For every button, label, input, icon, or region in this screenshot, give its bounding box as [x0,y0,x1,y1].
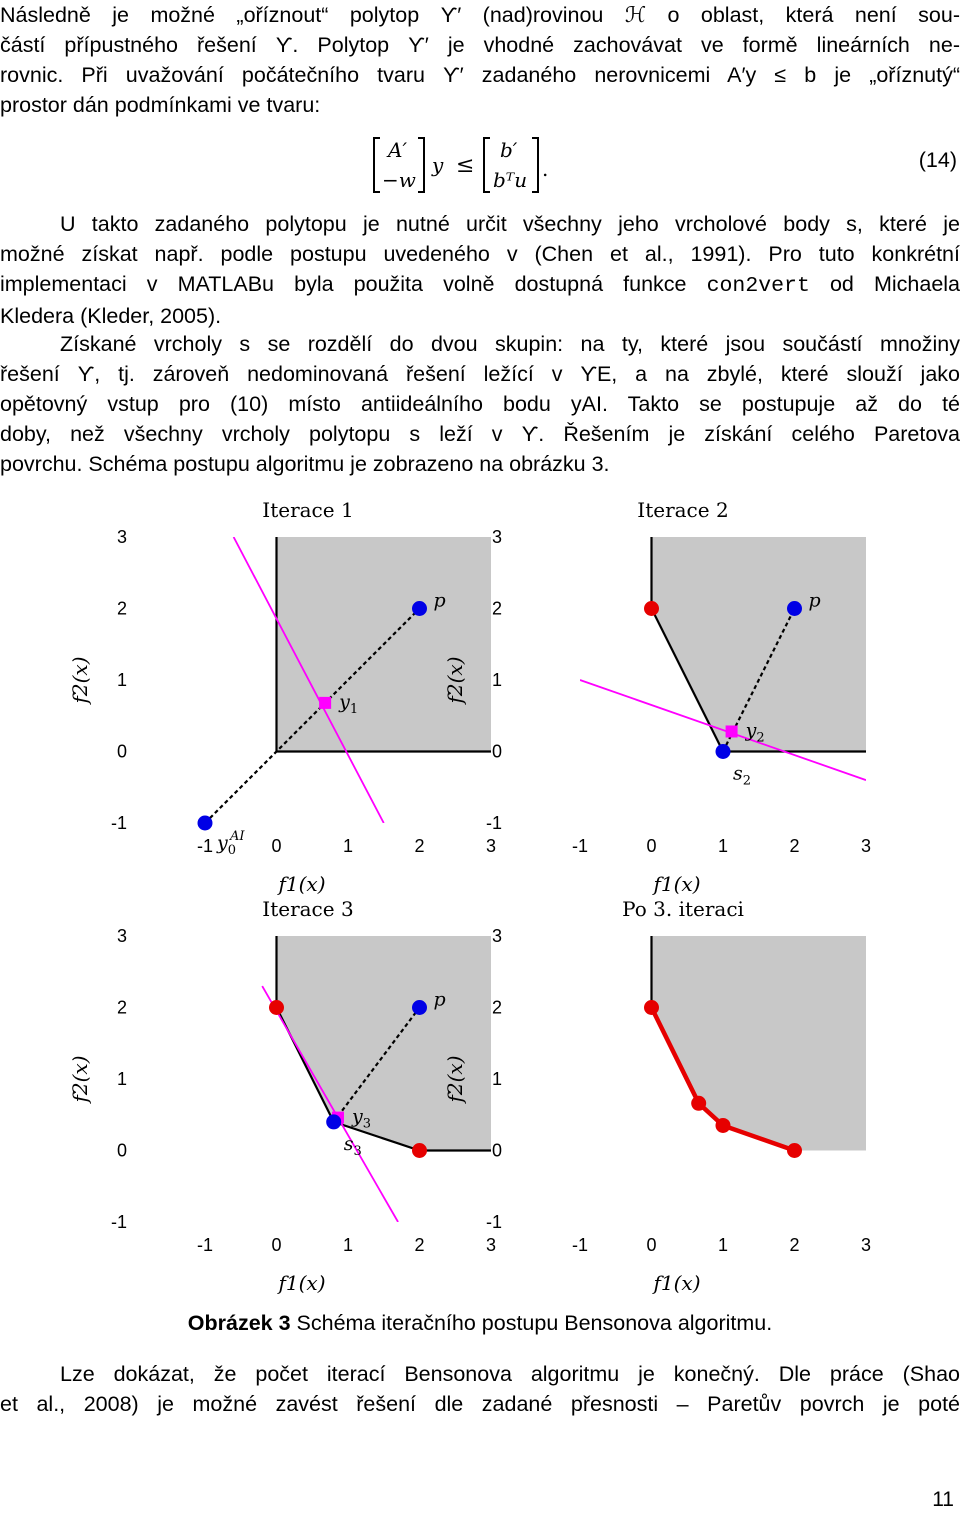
point-label-base: p [433,988,446,1011]
text-line: rovnic. Při uvažování počátečního tvaru ϒ′ zadaného nerovnicemi A′y ≤ b je „oříznutý“ [0,63,960,87]
x-tick-label: 1 [717,836,729,856]
point-label [216,829,245,858]
y-tick-label: 3 [116,527,127,547]
x-tick-label: 1 [717,1235,729,1255]
paragraph-intro [0,0,960,120]
point-marker [198,816,213,831]
x-tick-label: 2 [414,1235,425,1255]
y-tick-label: 1 [491,1069,502,1089]
y-tick-label: 0 [491,741,502,762]
x-tick-label: -1 [196,836,214,856]
point-marker [644,601,659,616]
point-marker [787,1143,802,1158]
x-tick-label: 2 [789,836,800,856]
point-label [434,989,446,1011]
point-label-subscript: 2 [742,773,752,789]
y-tick-label: 0 [116,741,127,762]
y-tick-label: 2 [491,997,502,1018]
point-marker [319,697,331,709]
point-label-base: p [808,589,821,612]
y-axis-label: f2(x) [68,656,92,704]
code-con2vert: con2vert [706,274,810,298]
point-label [344,1133,362,1159]
y-tick-label: 1 [116,1069,127,1089]
equation-14 [360,130,960,200]
x-tick-label: 3 [860,1235,872,1255]
matrix-a: A′ [388,138,407,162]
x-tick-label: 0 [271,1235,282,1255]
text-segment: od Michaela [809,272,960,296]
caption-label: Obrázek 3 [187,1311,291,1335]
point-marker [726,725,738,737]
vector-y: y [432,153,444,177]
text-line: řešení ϒ, tj. zároveň nedominovaná řešení ležící v ϒE, a na zbylé, které slouží jako [0,362,960,386]
equation-dot: . [542,157,549,181]
x-tick-label: 3 [485,836,497,856]
x-tick-label: 0 [271,836,282,856]
figure-caption [0,1311,960,1336]
point-label-subscript: 2 [756,730,765,746]
point-marker [644,1000,659,1015]
point-label-base: y [745,719,757,742]
chart-panel-1 [68,498,496,896]
y-axis-label: f2(x) [443,1055,467,1103]
text-line: U takto zadaného polytopu je nutné určit všechny jeho vrcholové body s, které je [60,212,960,236]
point-label [733,763,751,789]
chart-title: Iterace 3 [262,897,354,921]
y-tick-label: 0 [491,1140,502,1161]
y-tick-label: 1 [116,670,127,690]
y-tick-label: -1 [485,1212,502,1232]
text-line: částí přípustného řešení ϒ. Polytop ϒ′ je vhodné zachovávat ve formě lineárních ne- [0,33,960,57]
y-axis-label: f2(x) [443,656,467,704]
x-axis-label: f1(x) [653,1271,701,1295]
point-label-base: s [733,762,743,785]
chart-title: Iterace 1 [262,498,354,522]
point-label-base: y [351,1105,363,1128]
point-marker [412,601,427,616]
page-number: 11 [932,1488,954,1511]
text-line [0,269,960,301]
x-tick-label: 3 [860,836,872,856]
figure-benson-iterations [0,490,960,1300]
point-label-subscript: 3 [362,1116,372,1132]
x-tick-label: -1 [571,1235,589,1255]
point-label [809,590,821,612]
x-tick-label: 3 [485,1235,497,1255]
point-label-subscript: 3 [353,1143,362,1159]
point-label-base: y [217,832,228,854]
x-tick-label: -1 [571,836,589,856]
y-tick-label: -1 [110,1212,127,1232]
x-tick-label: -1 [196,1235,214,1255]
x-axis-label: f1(x) [278,1271,326,1295]
y-tick-label: 0 [116,1140,127,1161]
text-line: doby, než všechny vrcholy polytopu s leží v ϒ. Řešením je získání celého Paretova [0,422,960,446]
y-tick-label: -1 [110,813,127,833]
point-marker [716,744,731,759]
point-marker [787,601,802,616]
x-tick-label: 1 [342,1235,354,1255]
point-label-base: p [433,589,446,612]
equation-number: (14) [918,148,957,172]
feasible-region [652,936,867,1151]
point-marker [412,1000,427,1015]
paragraph-split [0,329,960,479]
point-marker [412,1143,427,1158]
x-tick-label: 2 [789,1235,800,1255]
text-line: et al., 2008) je možné zavést řešení dle zadané přesnosti – Paretův povrch je poté [0,1392,960,1416]
text-segment: implementaci v MATLABu byla použita volně dostupná funkce [0,272,707,296]
x-tick-label: 0 [646,1235,657,1255]
point-label-subscript: 1 [349,701,359,717]
point-label-base: y [339,690,350,713]
paragraph-conclusion [0,1359,960,1419]
matrix-w: −w [382,168,416,192]
text-line: Kledera (Kleder, 2005). [0,304,222,328]
point-marker [269,1000,284,1015]
text-line: Získané vrcholy s se rozdělí do dvou skupin: na ty, které jsou součástí množiny [60,332,960,356]
text-line: Následně je možné „oříznout“ polytop ϒ′ (nad)rovinou ℋ o oblast, která není sou- [0,3,960,27]
point-marker [691,1096,706,1111]
chart-title: Iterace 2 [637,498,729,522]
point-label [434,590,446,612]
y-axis-label: f2(x) [68,1055,92,1103]
y-tick-label: 3 [491,527,502,547]
chart-panel-3 [68,897,496,1295]
x-axis-label: f1(x) [653,872,701,896]
caption-text: Schéma iteračního postupu Bensonova algoritmu. [290,1311,773,1335]
vector-b: b′ [500,138,518,162]
chart-panel-4 [443,897,871,1295]
y-tick-label: -1 [485,813,502,833]
text-line: povrchu. Schéma postupu algoritmu je zobrazeno na obrázku 3. [0,452,610,476]
chart-panel-2 [443,498,871,896]
y-tick-label: 3 [116,926,127,946]
y-tick-label: 2 [116,997,127,1018]
x-axis-label: f1(x) [278,872,326,896]
feasible-region [277,936,492,1151]
paragraph-vertices [0,209,960,331]
y-tick-label: 2 [491,598,502,619]
feasible-region [652,537,867,752]
point-label-base: s [343,1132,354,1155]
point-marker [716,1118,731,1133]
y-tick-label: 1 [491,670,502,690]
point-label-subscript: 0 [227,843,237,858]
y-tick-label: 3 [491,926,502,946]
text-line: možné získat např. podle postupu uvedeného v (Chen et al., 1991). Pro tuto konkrétní [0,242,960,266]
y-tick-label: 2 [116,598,127,619]
point-label-superscript: AI [230,829,245,844]
text-line: Lze dokázat, že počet iterací Bensonova algoritmu je konečný. Dle práce (Shao [60,1362,960,1386]
x-tick-label: 0 [646,836,657,856]
x-tick-label: 1 [342,836,354,856]
text-line: prostor dán podmínkami ve tvaru: [0,93,321,117]
point-marker [326,1114,341,1129]
x-tick-label: 2 [414,836,425,856]
chart-title: Po 3. iteraci [622,897,744,921]
vector-btu: bᵀu [493,168,528,192]
text-line: opětovný vstup pro (10) místo antiideálního bodu yAI. Takto se postupuje až do té [0,392,960,416]
leq-symbol: ≤ [456,153,475,178]
